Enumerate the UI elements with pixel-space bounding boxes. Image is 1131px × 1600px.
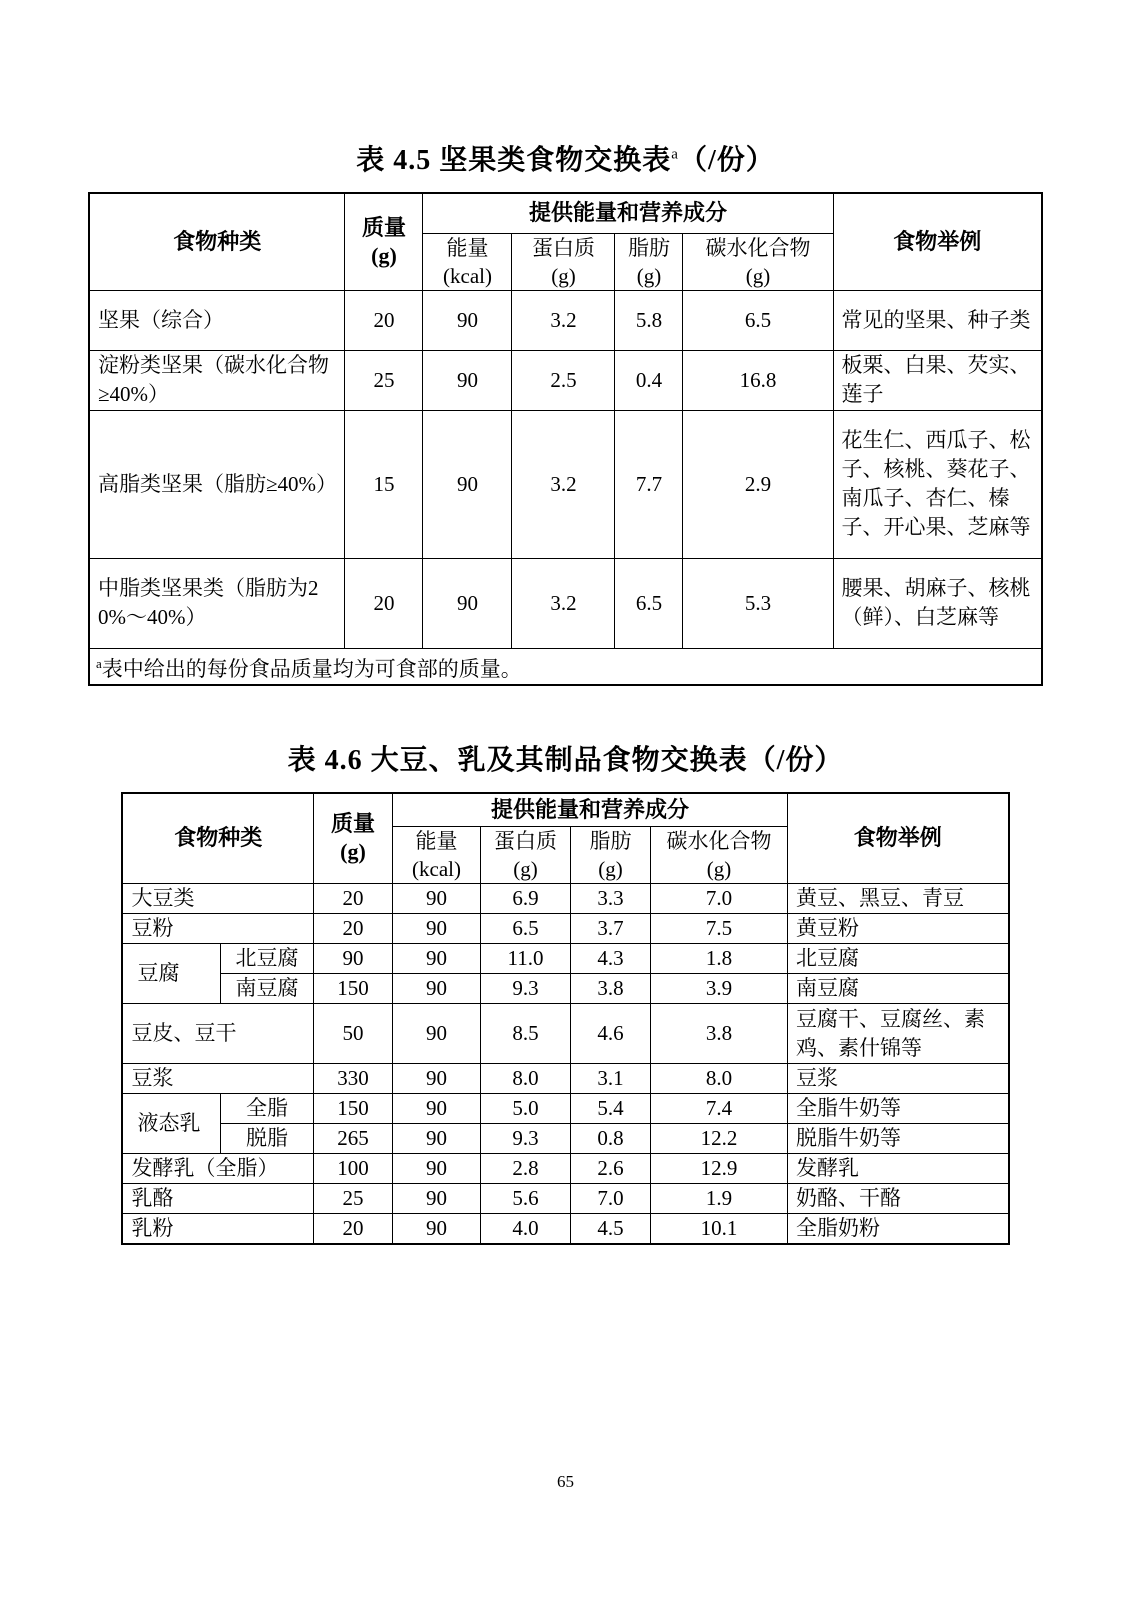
cell-mass: 20: [345, 290, 423, 350]
header-carb: [683, 233, 833, 290]
header-mass-unit: (g): [371, 242, 397, 268]
cell-mass: 20: [314, 914, 393, 944]
cell-energy: 90: [393, 1124, 481, 1154]
cell-carb: 2.9: [683, 410, 833, 558]
table-row: [122, 884, 1008, 914]
cell-fat: 5.4: [571, 1094, 651, 1124]
cell-fat: 7.0: [571, 1184, 651, 1214]
cell-food-group: 液态乳: [122, 1094, 220, 1154]
cell-protein: 2.8: [481, 1154, 571, 1184]
cell-mass: 15: [345, 410, 423, 558]
cell-protein: 6.5: [481, 914, 571, 944]
cell-fat: 3.7: [571, 914, 651, 944]
cell-food: 高脂类坚果（脂肪≥40%）: [89, 410, 345, 558]
table45-title-superscript: a: [671, 146, 679, 163]
header-protein-label: 蛋白质: [494, 829, 557, 853]
table-row: [122, 974, 1008, 1004]
table46-title-text: 表 4.6 大豆、乳及其制品食物交换表（/份）: [287, 744, 844, 776]
cell-protein: 6.9: [481, 884, 571, 914]
cell-energy: 90: [393, 1004, 481, 1064]
cell-energy: 90: [393, 914, 481, 944]
header-carb: [651, 827, 788, 884]
cell-carb: 6.5: [683, 290, 833, 350]
header-carb-label: 碳水化合物: [705, 235, 811, 260]
cell-food: 坚果（综合）: [89, 290, 345, 350]
cell-food: 中脂类坚果类（脂肪为20%～40%）: [89, 558, 345, 648]
cell-energy: 90: [393, 1214, 481, 1245]
table-row: [122, 1064, 1008, 1094]
cell-carb: 12.9: [651, 1154, 788, 1184]
header-mass: [345, 193, 423, 290]
table-row: [122, 1124, 1008, 1154]
cell-examples: 板栗、白果、芡实、莲子: [833, 350, 1042, 410]
cell-food-group: 豆腐: [122, 944, 220, 1004]
cell-fat: 5.8: [615, 290, 683, 350]
cell-mass: 100: [314, 1154, 393, 1184]
cell-carb: 10.1: [651, 1214, 788, 1245]
header-mass: [314, 793, 393, 884]
cell-fat: 2.6: [571, 1154, 651, 1184]
cell-fat: 6.5: [615, 558, 683, 648]
cell-examples: 腰果、胡麻子、核桃（鲜）、白芝麻等: [833, 558, 1042, 648]
cell-examples: 北豆腐: [788, 944, 1009, 974]
cell-examples: 豆浆: [788, 1064, 1009, 1094]
cell-energy: 90: [393, 944, 481, 974]
header-fat: [571, 827, 651, 884]
cell-energy: 90: [423, 558, 512, 648]
cell-carb: 7.5: [651, 914, 788, 944]
cell-food: 发酵乳（全脂）: [122, 1154, 313, 1184]
header-protein-unit: (g): [551, 263, 576, 288]
cell-mass: 150: [314, 974, 393, 1004]
table45-title-suffix: （/份）: [678, 145, 775, 176]
cell-mass: 20: [345, 558, 423, 648]
cell-energy: 90: [423, 350, 512, 410]
cell-carb: 1.8: [651, 944, 788, 974]
cell-food: 乳粉: [122, 1214, 313, 1245]
cell-mass: 20: [314, 1214, 393, 1245]
cell-food: 豆浆: [122, 1064, 313, 1094]
header-energy: [423, 233, 512, 290]
table-row: [122, 1154, 1008, 1184]
table45-footnote: [89, 648, 1042, 685]
header-fat-label: 脂肪: [589, 829, 632, 853]
table45-header-row-1: [89, 193, 1042, 233]
table45-footnote-row: [89, 648, 1042, 685]
header-energy-label: 能量: [446, 235, 489, 260]
cell-examples: 常见的坚果、种子类: [833, 290, 1042, 350]
footnote-superscript: a: [95, 655, 102, 671]
cell-fat: 3.1: [571, 1064, 651, 1094]
cell-protein: 11.0: [481, 944, 571, 974]
cell-fat: 7.7: [615, 410, 683, 558]
cell-protein: 5.0: [481, 1094, 571, 1124]
cell-fat: 4.3: [571, 944, 651, 974]
cell-fat: 4.5: [571, 1214, 651, 1245]
cell-energy: 90: [393, 1184, 481, 1214]
cell-carb: 7.4: [651, 1094, 788, 1124]
header-energy-label: 能量: [415, 829, 458, 853]
nut-exchange-table: [88, 192, 1043, 686]
cell-energy: 90: [393, 974, 481, 1004]
header-fat-unit: (g): [636, 263, 662, 288]
cell-protein: 5.6: [481, 1184, 571, 1214]
table46-title: [0, 738, 1131, 778]
cell-fat: 3.8: [571, 974, 651, 1004]
cell-protein: 3.2: [512, 410, 615, 558]
cell-protein: 9.3: [481, 974, 571, 1004]
cell-protein: 8.5: [481, 1004, 571, 1064]
table45-title-text: 表 4.5 坚果类食物交换表: [356, 145, 672, 176]
header-protein-label: 蛋白质: [531, 235, 595, 260]
soy-dairy-exchange-table: [121, 792, 1009, 1246]
header-protein-unit: (g): [513, 857, 538, 881]
cell-energy: 90: [393, 1094, 481, 1124]
header-food-type: 食物种类: [122, 793, 313, 884]
header-carb-unit: (g): [706, 857, 732, 881]
table-row: [89, 558, 1042, 648]
cell-examples: 脱脂牛奶等: [788, 1124, 1009, 1154]
cell-carb: 1.9: [651, 1184, 788, 1214]
cell-examples: 发酵乳: [788, 1154, 1009, 1184]
cell-carb: 5.3: [683, 558, 833, 648]
cell-mass: 150: [314, 1094, 393, 1124]
header-fat-label: 脂肪: [627, 235, 670, 260]
header-mass-label: 质量: [361, 214, 406, 240]
cell-examples: 全脂牛奶等: [788, 1094, 1009, 1124]
table-row: [122, 944, 1008, 974]
header-mass-label: 质量: [330, 811, 375, 837]
cell-mass: 265: [314, 1124, 393, 1154]
cell-mass: 50: [314, 1004, 393, 1064]
cell-fat: 3.3: [571, 884, 651, 914]
cell-food: 豆皮、豆干: [122, 1004, 313, 1064]
cell-protein: 2.5: [512, 350, 615, 410]
cell-food: 豆粉: [122, 914, 313, 944]
table46-header-row-1: [122, 793, 1008, 827]
cell-food-sub: 北豆腐: [220, 944, 313, 974]
cell-protein: 3.2: [512, 558, 615, 648]
cell-food-sub: 脱脂: [220, 1124, 313, 1154]
cell-examples: 奶酪、干酪: [788, 1184, 1009, 1214]
cell-protein: 8.0: [481, 1064, 571, 1094]
cell-carb: 7.0: [651, 884, 788, 914]
cell-mass: 25: [345, 350, 423, 410]
header-carb-unit: (g): [745, 263, 771, 288]
header-fat-unit: (g): [598, 857, 623, 881]
cell-mass: 25: [314, 1184, 393, 1214]
footnote-text: 表中给出的每份食品质量均为可食部的质量。: [101, 656, 522, 681]
header-protein: [512, 233, 615, 290]
cell-protein: 3.2: [512, 290, 615, 350]
table-row: [89, 290, 1042, 350]
header-energy-unit: (kcal): [443, 263, 492, 288]
cell-food: 大豆类: [122, 884, 313, 914]
cell-energy: 90: [423, 410, 512, 558]
cell-examples: 全脂奶粉: [788, 1214, 1009, 1245]
cell-carb: 3.9: [651, 974, 788, 1004]
cell-protein: 9.3: [481, 1124, 571, 1154]
cell-carb: 12.2: [651, 1124, 788, 1154]
cell-energy: 90: [423, 290, 512, 350]
cell-energy: 90: [393, 1064, 481, 1094]
header-food-type: 食物种类: [89, 193, 345, 290]
header-energy-unit: (kcal): [412, 857, 461, 881]
cell-food: 淀粉类坚果（碳水化合物≥40%）: [89, 350, 345, 410]
header-nutrition-group: 提供能量和营养成分: [393, 793, 788, 827]
table-row: [122, 1184, 1008, 1214]
header-carb-label: 碳水化合物: [666, 829, 772, 853]
table-row: [122, 1214, 1008, 1245]
table-row: [89, 350, 1042, 410]
header-nutrition-group: 提供能量和营养成分: [423, 193, 833, 233]
header-protein: [481, 827, 571, 884]
cell-fat: 0.8: [571, 1124, 651, 1154]
page-number: 65: [557, 1472, 574, 1491]
header-energy: [393, 827, 481, 884]
cell-mass: 330: [314, 1064, 393, 1094]
cell-energy: 90: [393, 1154, 481, 1184]
cell-carb: 3.8: [651, 1004, 788, 1064]
table-row: [89, 410, 1042, 558]
cell-food-sub: 全脂: [220, 1094, 313, 1124]
cell-examples: 花生仁、西瓜子、松子、核桃、葵花子、南瓜子、杏仁、榛子、开心果、芝麻等: [833, 410, 1042, 558]
cell-protein: 4.0: [481, 1214, 571, 1245]
cell-fat: 4.6: [571, 1004, 651, 1064]
cell-energy: 90: [393, 884, 481, 914]
cell-food: 乳酪: [122, 1184, 313, 1214]
cell-examples: 豆腐干、豆腐丝、素鸡、素什锦等: [788, 1004, 1009, 1064]
header-examples: 食物举例: [833, 193, 1042, 290]
table-row: [122, 1094, 1008, 1124]
cell-mass: 90: [314, 944, 393, 974]
header-examples: 食物举例: [788, 793, 1009, 884]
cell-examples: 黄豆粉: [788, 914, 1009, 944]
cell-food-sub: 南豆腐: [220, 974, 313, 1004]
cell-carb: 16.8: [683, 350, 833, 410]
cell-examples: 南豆腐: [788, 974, 1009, 1004]
header-fat: [615, 233, 683, 290]
cell-carb: 8.0: [651, 1064, 788, 1094]
table-row: [122, 914, 1008, 944]
cell-fat: 0.4: [615, 350, 683, 410]
header-mass-unit: (g): [340, 839, 366, 865]
cell-mass: 20: [314, 884, 393, 914]
table45-title: [0, 0, 1131, 178]
cell-examples: 黄豆、黑豆、青豆: [788, 884, 1009, 914]
table-row: [122, 1004, 1008, 1064]
